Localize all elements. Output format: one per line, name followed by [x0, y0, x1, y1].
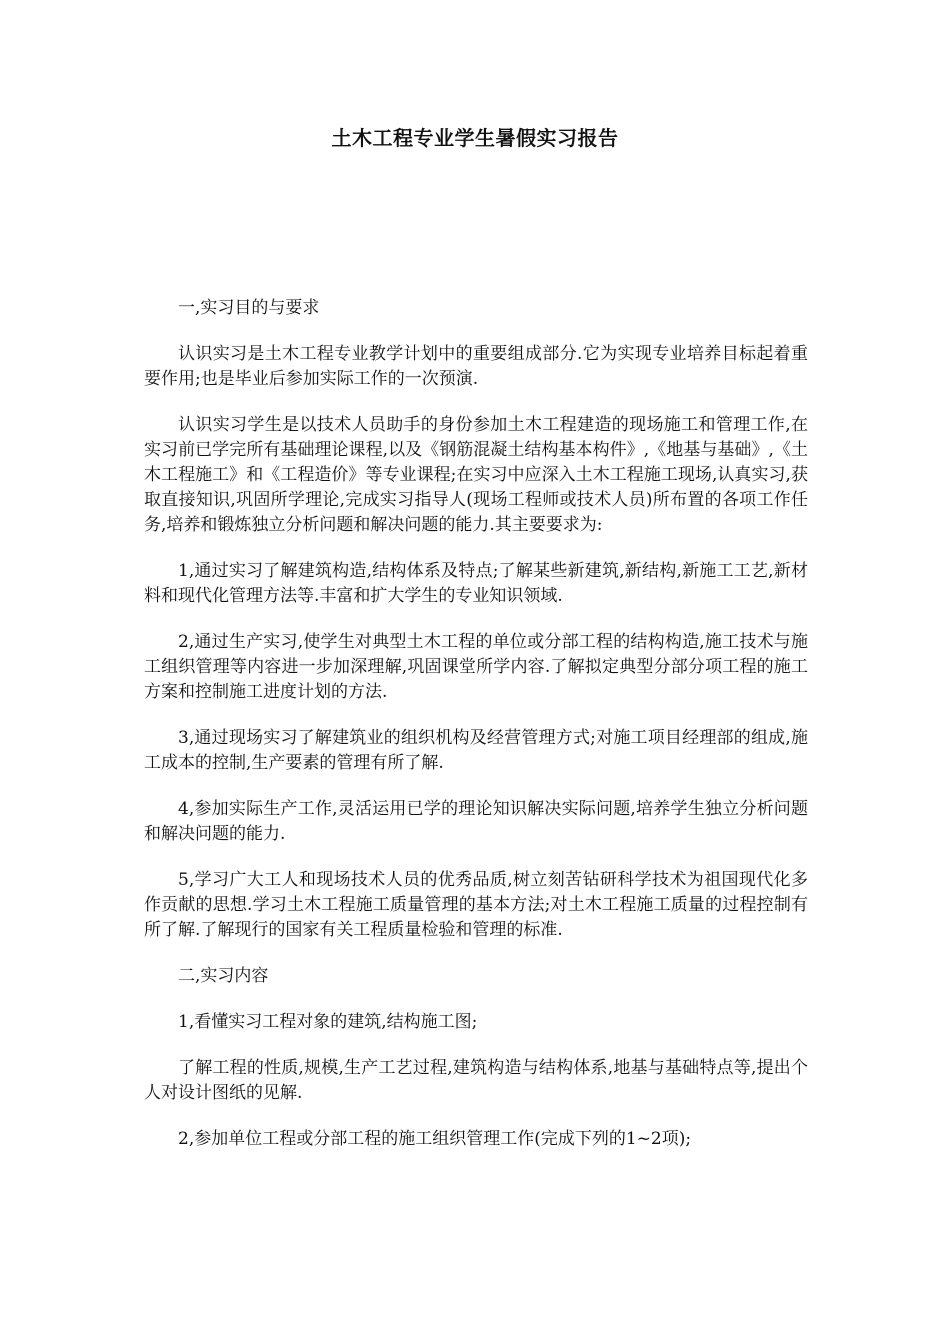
paragraph: 认识实习学生是以技术人员助手的身份参加土木工程建造的现场施工和管理工作,在实习前已学完所有基础理论课程,以及《钢筋混凝土结构基本构件》,《地基与基础》,《土木工程施工》和《工程造价》等专业课程;在实习中应深入土木工程施工现场,认真实习,获取直接知识,巩固所学理论,完成实习指导人(现场工程师或技术人员)所布置的各项工作任务,培养和锻炼独立分析问题和解决问题的能力.其主要要求为: — [144, 415, 808, 535]
list-item: 1,通过实习了解建筑构造,结构体系及特点;了解某些新建筑,新结构,新施工工艺,新材料和现代化管理方法等.丰富和扩大学生的专业知识领域. — [144, 561, 808, 606]
list-item: 4,参加实际生产工作,灵活运用已学的理论知识解决实际问题,培养学生独立分析问题和解决问题的能力. — [144, 799, 808, 844]
list-item: 1,看懂实习工程对象的建筑,结构施工图; — [178, 1012, 478, 1032]
list-item: 2,通过生产实习,使学生对典型土木工程的单位或分部工程的结构构造,施工技术与施工组织管理等内容进一步加深理解,巩固课堂所学内容.了解拟定典型分部分项工程的施工方案和控制施工进度计划的方法. — [144, 632, 808, 702]
list-item: 2,参加单位工程或分部工程的施工组织管理工作(完成下列的1~2项); — [178, 1129, 692, 1149]
section-heading-purpose: 一,实习目的与要求 — [178, 298, 320, 318]
section-heading-content: 二,实习内容 — [178, 966, 269, 986]
list-item: 5,学习广大工人和现场技术人员的优秀品质,树立刻苦钻研科学技术为祖国现代化多作贡献的思想.学习土木工程施工质量管理的基本方法;对土木工程施工质量的过程控制有所了解.了解现行的国家有关工程质量检验和管理的标准. — [144, 870, 808, 940]
list-item: 3,通过现场实习了解建筑业的组织机构及经营管理方式;对施工项目经理部的组成,施工成本的控制,生产要素的管理有所了解. — [144, 728, 808, 773]
paragraph: 认识实习是土木工程专业教学计划中的重要组成部分.它为实现专业培养目标起着重要作用;也是毕业后参加实际工作的一次预演. — [144, 344, 808, 389]
paragraph: 了解工程的性质,规模,生产工艺过程,建筑构造与结构体系,地基与基础特点等,提出个人对设计图纸的见解. — [144, 1058, 808, 1103]
document-body — [144, 296, 808, 1173]
document-title: 土木工程专业学生暑假实习报告 — [331, 126, 619, 150]
